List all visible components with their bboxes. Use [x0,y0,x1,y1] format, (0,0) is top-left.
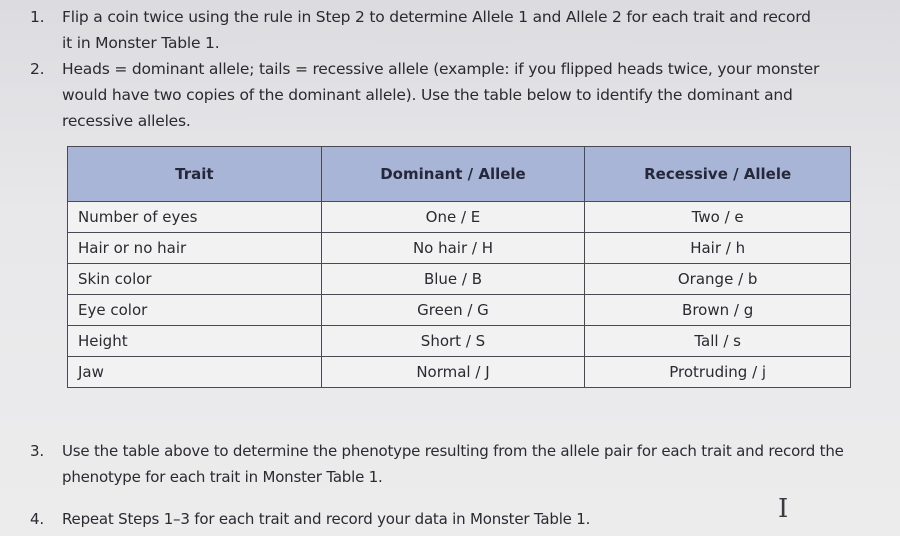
dominant-cell: Normal / J [321,357,585,388]
recessive-cell: Hair / h [585,233,851,264]
dominant-cell: One / E [321,202,585,233]
step-number: 2. [30,60,45,78]
table-row [68,295,851,326]
step-text: Flip a coin twice using the rule in Step 2 to determine Allele 1 and Allele 2 for each trait and record it in Monster Table 1. [62,8,811,52]
step-text: Repeat Steps 1–3 for each trait and record your data in Monster Table 1. [62,510,591,528]
trait-cell: Height [68,326,322,357]
trait-cell: Jaw [68,357,322,388]
header-dominant: Dominant / Allele [321,147,585,202]
header-trait: Trait [68,147,322,202]
header-recessive: Recessive / Allele [585,147,851,202]
recessive-cell: Two / e [585,202,851,233]
trait-cell: Eye color [68,295,322,326]
recessive-cell: Protruding / j [585,357,851,388]
trait-cell: Skin color [68,264,322,295]
recessive-cell: Tall / s [585,326,851,357]
step-number: 1. [30,8,45,26]
step-number: 4. [30,510,44,528]
trait-cell: Number of eyes [68,202,322,233]
dominant-cell: Green / G [321,295,585,326]
table-row [68,326,851,357]
table-row [68,202,851,233]
dominant-cell: Blue / B [321,264,585,295]
table-row [68,233,851,264]
allele-table [67,146,851,388]
table-row [68,264,851,295]
dominant-cell: No hair / H [321,233,585,264]
step-text: Use the table above to determine the phenotype resulting from the allele pair for each trait and record the phenotype for each trait in Monster Table 1. [62,442,844,486]
recessive-cell: Brown / g [585,295,851,326]
table-header-row [68,147,851,202]
trait-cell: Hair or no hair [68,233,322,264]
table-row [68,357,851,388]
step-text: Heads = dominant allele; tails = recessive allele (example: if you flipped heads twice, your monster would have two copies of the dominant allele). Use the table below to identify the dominant and recessive alleles. [62,60,820,130]
recessive-cell: Orange / b [585,264,851,295]
step-number: 3. [30,442,44,460]
text-cursor-icon: I [778,494,789,524]
dominant-cell: Short / S [321,326,585,357]
